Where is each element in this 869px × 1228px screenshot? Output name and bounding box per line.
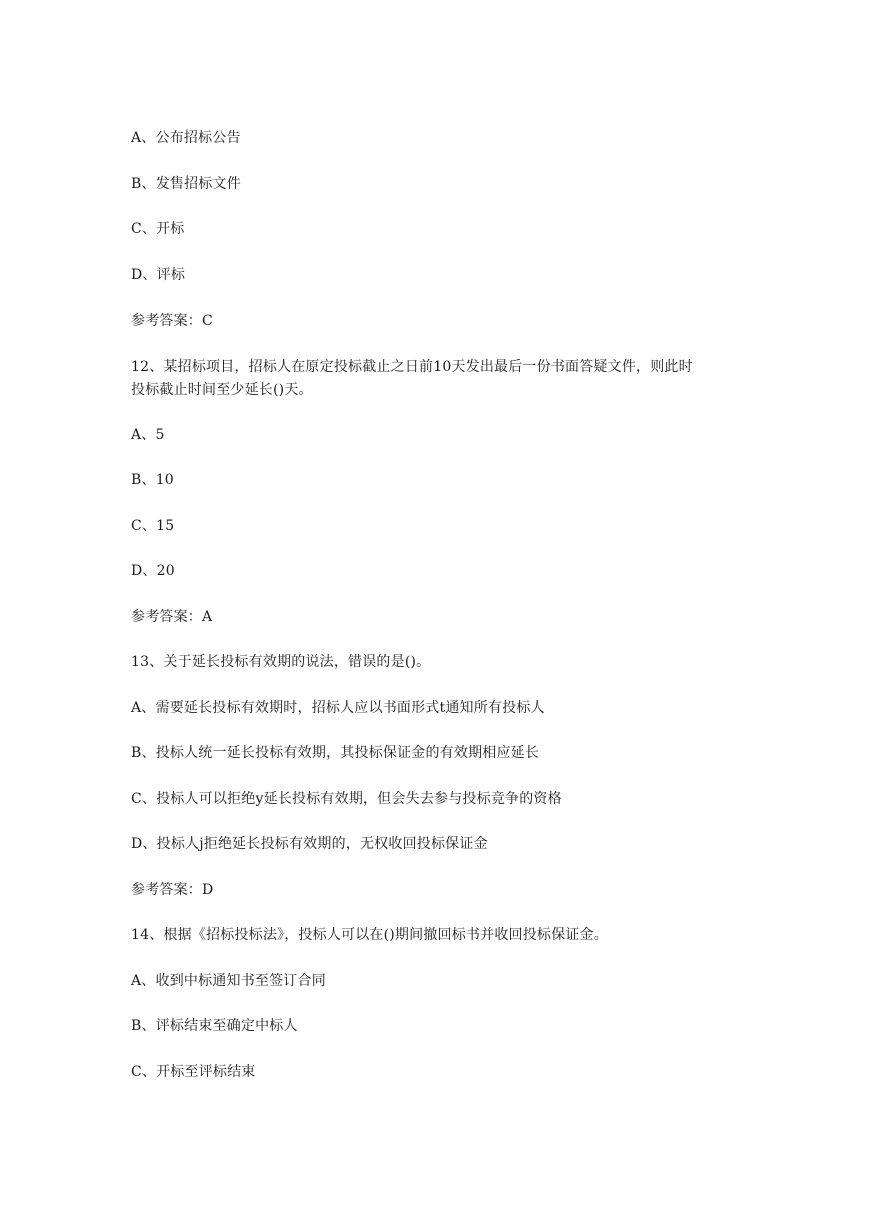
q12-answer: 参考答案：A [131, 609, 213, 625]
q11-option-d: D、评标 [131, 267, 186, 283]
q11-option-a: A、公布招标公告 [131, 130, 241, 146]
q13-question: 13、关于延长投标有效期的说法，错误的是()。 [131, 654, 431, 670]
q11-option-c: C、开标 [131, 221, 185, 237]
q13-option-d: D、投标人j拒绝延长投标有效期的，无权收回投标保证金 [131, 836, 488, 852]
q12-option-c: C、15 [131, 518, 175, 534]
q12-option-d: D、20 [131, 563, 175, 579]
q12-question-line-1: 12、某招标项目，招标人在原定投标截止之日前10天发出最后一份书面答疑文件，则此时 [131, 359, 693, 375]
q12-option-b: B、10 [131, 472, 174, 488]
q12-question-line-2: 投标截止时间至少延长()天。 [131, 382, 313, 398]
q12-option-a: A、5 [131, 427, 165, 443]
q14-question: 14、根据《招标投标法》，投标人可以在()期间撤回标书并收回投标保证金。 [131, 927, 608, 943]
q11-option-b: B、发售招标文件 [131, 176, 241, 192]
q13-option-c: C、投标人可以拒绝y延长投标有效期，但会失去参与投标竞争的资格 [131, 791, 562, 807]
q14-option-a: A、收到中标通知书至签订合同 [131, 973, 326, 989]
q14-option-b: B、评标结束至确定中标人 [131, 1018, 298, 1034]
q13-option-a: A、需要延长投标有效期时，招标人应以书面形式t通知所有投标人 [131, 700, 545, 716]
q11-answer: 参考答案：C [131, 313, 213, 329]
q14-option-c: C、开标至评标结束 [131, 1064, 256, 1080]
q13-answer: 参考答案：D [131, 882, 214, 898]
q13-option-b: B、投标人统一延长投标有效期，其投标保证金的有效期相应延长 [131, 745, 540, 761]
